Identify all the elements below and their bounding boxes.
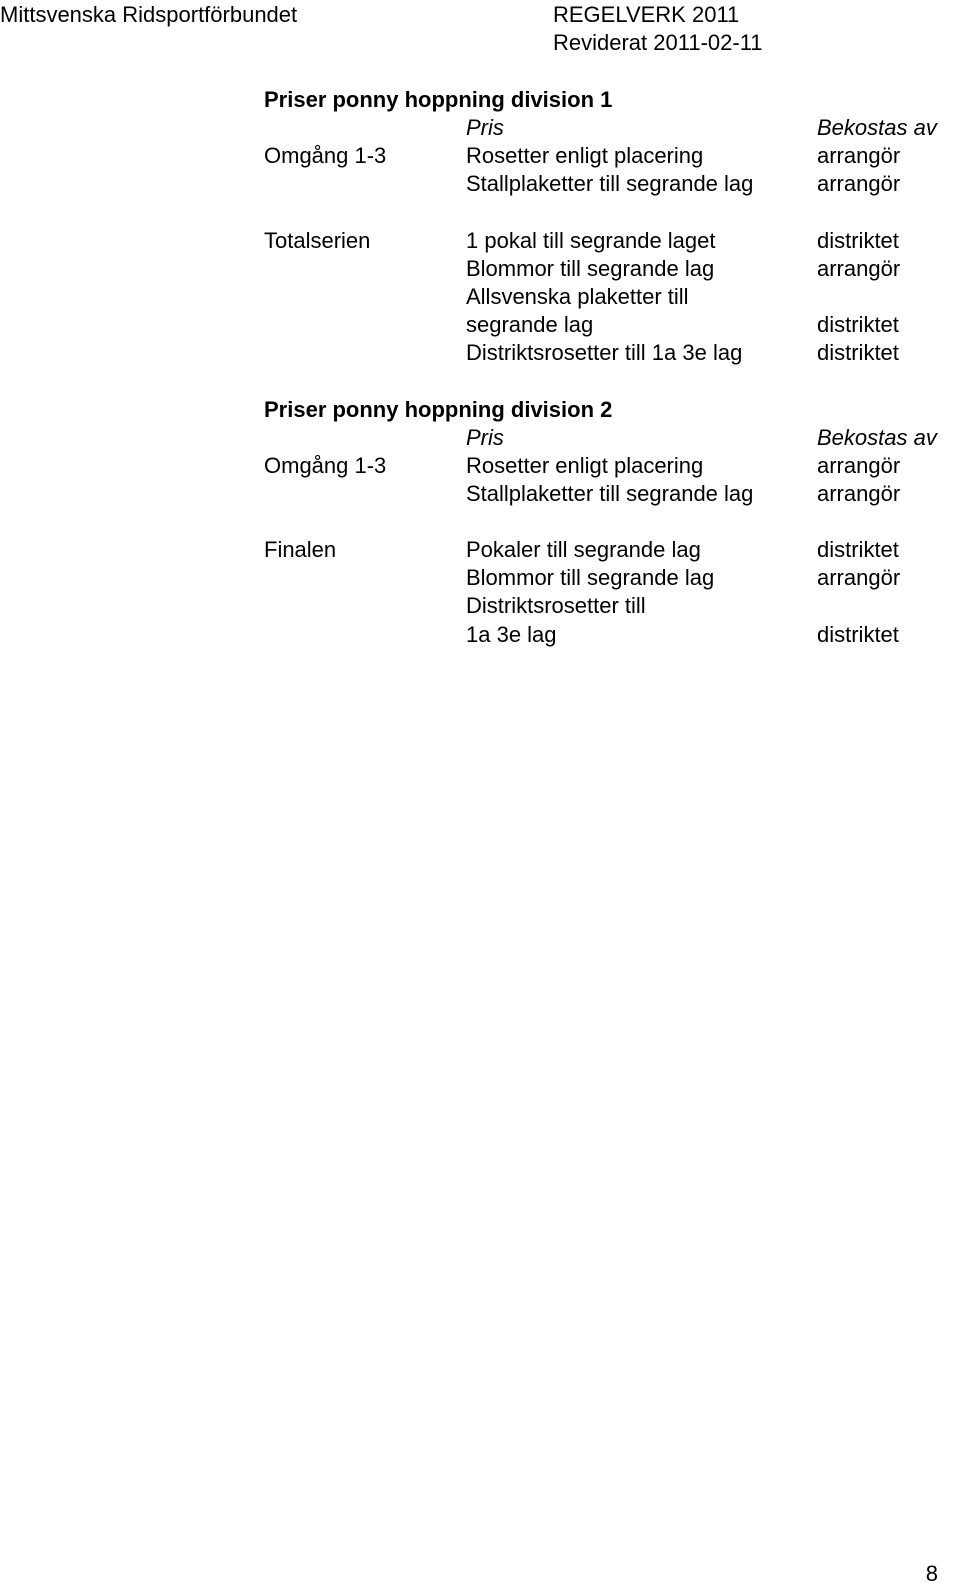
payer-cell: distriktet bbox=[817, 227, 899, 253]
column-header-row bbox=[264, 114, 937, 142]
group-label bbox=[264, 255, 466, 283]
prize-cell: Pokaler till segrande lag bbox=[466, 537, 701, 563]
prize-cell: Blommor till segrande lag bbox=[466, 255, 715, 281]
column-header-row bbox=[264, 424, 937, 452]
table-row bbox=[264, 142, 924, 170]
header-revised-date: Reviderat 2011-02-11 bbox=[553, 30, 763, 55]
payer-cell: distriktet bbox=[817, 340, 899, 366]
section-spacer bbox=[264, 368, 924, 396]
payer-cell: arrangör bbox=[817, 565, 901, 591]
payer-cell bbox=[817, 592, 924, 620]
group-label bbox=[264, 480, 466, 508]
column-header-pris: Pris bbox=[466, 115, 504, 140]
prize-cell: Rosetter enligt placering bbox=[466, 143, 704, 169]
table-row bbox=[264, 564, 924, 592]
prize-cell: segrande lag bbox=[466, 312, 594, 338]
prize-cell: Stallplaketter till segrande lag bbox=[466, 171, 754, 197]
group-label bbox=[264, 621, 466, 649]
group-label bbox=[264, 283, 466, 311]
group-label: Totalserien bbox=[264, 227, 371, 253]
table-row bbox=[264, 311, 924, 339]
header-organization: Mittsvenska Ridsportförbundet bbox=[0, 2, 298, 27]
payer-cell bbox=[817, 283, 924, 311]
spacer bbox=[264, 199, 924, 227]
table-row bbox=[264, 536, 924, 564]
group-label: Omgång 1-3 bbox=[264, 452, 387, 478]
price-document bbox=[264, 86, 937, 649]
prize-cell: Blommor till segrande lag bbox=[466, 565, 715, 591]
table-row bbox=[264, 621, 924, 649]
payer-cell: distriktet bbox=[817, 312, 899, 338]
group-label bbox=[264, 170, 466, 198]
table-row bbox=[264, 339, 924, 367]
group-label bbox=[264, 564, 466, 592]
prize-cell: Rosetter enligt placering bbox=[466, 452, 704, 478]
section-title: Priser ponny hoppning division 1 bbox=[264, 87, 613, 112]
payer-cell: distriktet bbox=[817, 537, 899, 563]
group-label bbox=[264, 592, 466, 620]
table-row bbox=[264, 170, 924, 198]
payer-cell: distriktet bbox=[817, 621, 899, 647]
spacer bbox=[264, 508, 924, 536]
prize-cell: 1a 3e lag bbox=[466, 621, 557, 647]
column-header-pris: Pris bbox=[466, 424, 504, 450]
prize-cell: Distriktsrosetter till 1a 3e lag bbox=[466, 340, 743, 366]
column-header-blank bbox=[264, 424, 466, 452]
header-doc-title: REGELVERK 2011 bbox=[553, 2, 740, 27]
table-row bbox=[264, 227, 924, 255]
table-row bbox=[264, 283, 924, 311]
column-header-blank bbox=[264, 114, 466, 142]
table-row bbox=[264, 480, 924, 508]
prize-cell: Stallplaketter till segrande lag bbox=[466, 480, 754, 506]
price-section bbox=[264, 86, 937, 396]
payer-cell: arrangör bbox=[817, 255, 901, 281]
prize-cell: Distriktsrosetter till bbox=[466, 593, 646, 619]
prize-cell: 1 pokal till segrande laget bbox=[466, 227, 716, 253]
payer-cell: arrangör bbox=[817, 452, 901, 478]
price-section bbox=[264, 396, 937, 649]
group-label: Omgång 1-3 bbox=[264, 143, 387, 169]
table-row bbox=[264, 452, 924, 480]
page-number: 8 bbox=[925, 1561, 938, 1586]
table-row bbox=[264, 592, 924, 620]
column-header-bekostas: Bekostas av bbox=[817, 115, 937, 140]
group-label bbox=[264, 311, 466, 339]
group-label: Finalen bbox=[264, 537, 337, 563]
payer-cell: arrangör bbox=[817, 480, 901, 506]
section-title: Priser ponny hoppning division 2 bbox=[264, 396, 613, 422]
group-label bbox=[264, 339, 466, 367]
prize-cell: Allsvenska plaketter till bbox=[466, 283, 689, 309]
column-header-bekostas: Bekostas av bbox=[817, 424, 937, 450]
payer-cell: arrangör bbox=[817, 143, 901, 169]
table-row bbox=[264, 255, 924, 283]
header-right bbox=[553, 2, 763, 58]
payer-cell: arrangör bbox=[817, 171, 901, 197]
